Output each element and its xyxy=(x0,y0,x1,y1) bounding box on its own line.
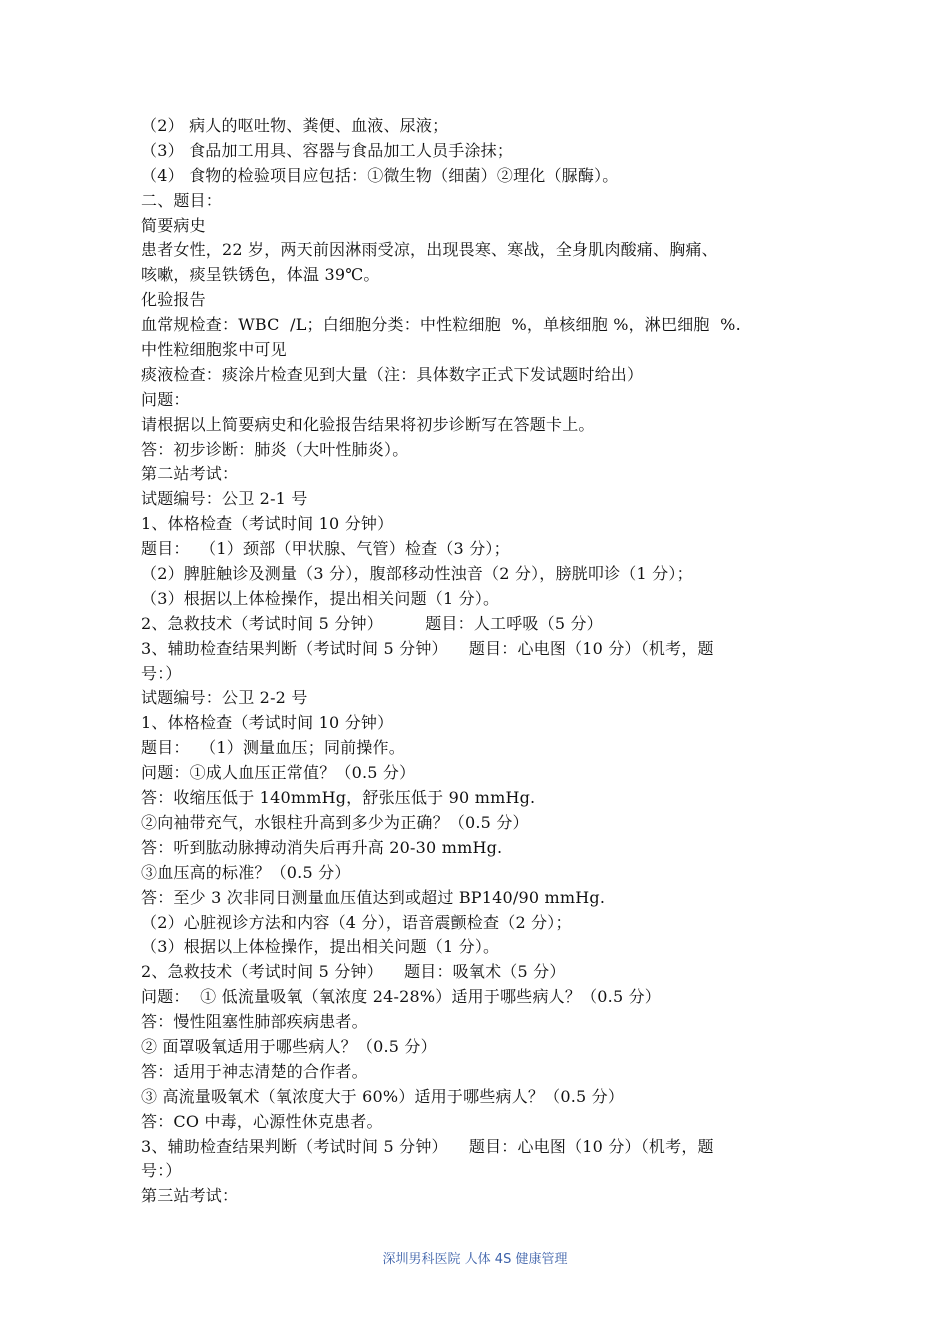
text-line: 血常规检查：WBC /L；白细胞分类：中性粒细胞 %，单核细胞 %，淋巴细胞 %. xyxy=(141,315,741,335)
text-line: 答：CO 中毒，心源性休克患者。 xyxy=(141,1111,383,1131)
text-line: 请根据以上简要病史和化验报告结果将初步诊断写在答题卡上。 xyxy=(141,414,595,434)
text-line: 答：收缩压低于 140mmHg，舒张压低于 90 mmHg. xyxy=(141,788,536,808)
text-line: 3、辅助检查结果判断（考试时间 5 分钟） 题目：心电图（10 分）（机考，题 xyxy=(141,638,714,658)
text-line: 答：初步诊断：肺炎（大叶性肺炎）。 xyxy=(141,439,409,459)
text-line: 2、急救技术（考试时间 5 分钟） 题目：人工呼吸（5 分） xyxy=(141,613,603,633)
text-line: ③ 高流量吸氧术（氧浓度大于 60%）适用于哪些病人？（0.5 分） xyxy=(141,1086,625,1106)
text-line: 1、体格检查（考试时间 10 分钟） xyxy=(141,713,394,733)
text-line: 痰液检查：痰涂片检查见到大量（注：具体数字正式下发试题时给出） xyxy=(141,364,644,384)
text-line: 号：） xyxy=(141,663,182,683)
text-line: （4） 食物的检验项目应包括：①微生物（细菌）②理化（脲酶）。 xyxy=(141,165,619,185)
text-line: ②向袖带充气，水银柱升高到多少为正确？（0.5 分） xyxy=(141,812,529,832)
text-line: （3） 食品加工用具、容器与食品加工人员手涂抹； xyxy=(141,140,514,160)
text-line: （2）心脏视诊方法和内容（4 分），语音震颤检查（2 分）； xyxy=(141,912,572,932)
text-line: 答：适用于神志清楚的合作者。 xyxy=(141,1061,368,1081)
text-line: 答：慢性阻塞性肺部疾病患者。 xyxy=(141,1012,368,1032)
text-line: 题目： （1）测量血压；同前操作。 xyxy=(141,738,405,758)
text-line: （2） 病人的呕吐物、粪便、血液、尿液； xyxy=(141,116,449,135)
text-line: 号：） xyxy=(141,1161,182,1181)
text-line: 第三站考试： xyxy=(141,1186,239,1206)
text-line: 2、急救技术（考试时间 5 分钟） 题目：吸氧术（5 分） xyxy=(141,962,566,982)
text-line: 答：听到肱动脉搏动消失后再升高 20-30 mmHg. xyxy=(141,837,503,857)
text-line: （3）根据以上体检操作，提出相关问题（1 分）。 xyxy=(141,588,500,608)
text-line: 1、体格检查（考试时间 10 分钟） xyxy=(141,514,394,534)
document-body xyxy=(141,114,821,1209)
text-line: ② 面罩吸氧适用于哪些病人？（0.5 分） xyxy=(141,1036,437,1056)
text-line: （3）根据以上体检操作，提出相关问题（1 分）。 xyxy=(141,937,500,957)
text-line: 化验报告 xyxy=(141,290,206,310)
text-line: 问题： xyxy=(141,389,190,409)
text-line: 问题：①成人血压正常值？（0.5 分） xyxy=(141,763,416,783)
text-line: （2）脾脏触诊及测量（3 分），腹部移动性浊音（2 分），膀胱叩诊（1 分）； xyxy=(141,564,693,584)
text-line: 第二站考试： xyxy=(141,464,239,484)
text-line: 患者女性，22 岁，两天前因淋雨受凉，出现畏寒、寒战，全身肌肉酸痛、胸痛、 xyxy=(141,240,718,260)
text-line: 咳嗽，痰呈铁锈色，体温 39℃。 xyxy=(141,265,380,285)
text-line: 题目： （1）颈部（甲状腺、气管）检查（3 分）； xyxy=(141,539,510,559)
text-line: 答：至少 3 次非同日测量血压值达到或超过 BP140/90 mmHg. xyxy=(141,887,606,907)
text-line: 试题编号：公卫 2-1 号 xyxy=(141,489,308,509)
text-line: 试题编号：公卫 2-2 号 xyxy=(141,688,308,708)
text-line: 问题： ① 低流量吸氧（氧浓度 24-28%）适用于哪些病人？（0.5 分） xyxy=(141,987,662,1007)
text-line: 二、题目： xyxy=(141,190,223,210)
page-footer: 深圳男科医院 人体 4S 健康管理 xyxy=(382,1252,568,1267)
text-line: 简要病史 xyxy=(141,215,206,235)
text-line: 中性粒细胞浆中可见 xyxy=(141,340,287,360)
text-line: ③血压高的标准？（0.5 分） xyxy=(141,862,351,882)
text-line: 3、辅助检查结果判断（考试时间 5 分钟） 题目：心电图（10 分）（机考，题 xyxy=(141,1136,714,1156)
